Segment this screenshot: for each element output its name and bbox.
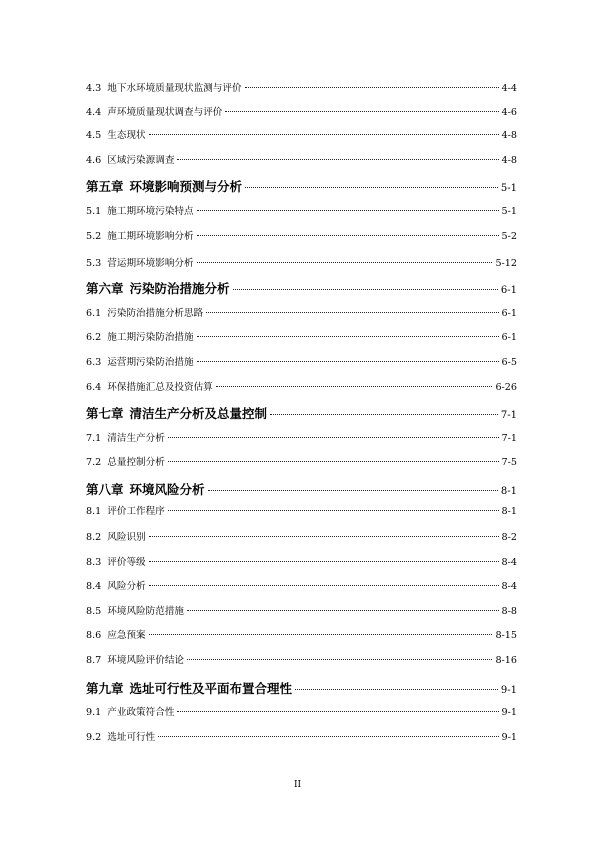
toc-leader-dots — [149, 634, 493, 635]
toc-leader-dots — [158, 736, 498, 737]
toc-entry-page: 8-8 — [501, 606, 517, 617]
toc-entry-page: 5-2 — [501, 231, 517, 242]
toc-section-entry[interactable] — [86, 307, 517, 321]
toc-entry-page: 6-1 — [501, 308, 517, 319]
toc-entry-number: 8.7 — [86, 655, 102, 666]
toc-entry-title: 区域污染源调查 — [107, 155, 175, 166]
toc-section-entry[interactable] — [86, 505, 517, 519]
toc-entry-page: 9-1 — [501, 732, 517, 743]
toc-entry-title: 选址可行性及平面布置合理性 — [129, 681, 293, 696]
toc-section-entry[interactable] — [86, 356, 517, 370]
toc-section-entry[interactable] — [86, 629, 517, 643]
toc-entry-page: 9-1 — [500, 685, 517, 696]
toc-entry-number: 第六章 — [86, 281, 124, 296]
toc-entry-page: 7-1 — [501, 433, 517, 444]
toc-entry-number: 6.4 — [86, 382, 102, 393]
toc-leader-dots — [177, 711, 498, 712]
toc-entry-page: 8-16 — [495, 655, 517, 666]
toc-leader-dots — [197, 336, 499, 337]
toc-leader-dots — [168, 461, 499, 462]
toc-entry-title: 环境影响预测与分析 — [129, 179, 243, 194]
toc-leader-dots — [245, 187, 498, 188]
toc-leader-dots — [208, 490, 498, 491]
toc-entry-title: 运营期污染防治措施 — [107, 357, 194, 368]
toc-entry-page: 8-4 — [501, 581, 517, 592]
toc-leader-dots — [206, 312, 498, 313]
toc-entry-page: 5-1 — [501, 206, 517, 217]
toc-chapter-entry[interactable] — [86, 280, 517, 299]
toc-chapter-entry[interactable] — [86, 481, 517, 500]
toc-leader-dots — [197, 210, 499, 211]
toc-entry-page: 6-1 — [501, 332, 517, 343]
toc-entry-page: 4-8 — [501, 155, 517, 166]
toc-entry-page: 4-4 — [501, 83, 517, 94]
toc-leader-dots — [149, 585, 499, 586]
toc-entry-title: 施工期环境影响分析 — [107, 231, 194, 242]
toc-entry-number: 第九章 — [86, 681, 124, 696]
toc-entry-page: 4-6 — [501, 107, 517, 118]
toc-section-entry[interactable] — [86, 129, 517, 143]
toc-entry-title: 风险识别 — [107, 532, 146, 543]
toc-section-entry[interactable] — [86, 154, 517, 168]
toc-leader-dots — [245, 87, 499, 88]
toc-entry-number: 第五章 — [86, 179, 124, 194]
toc-entry-number: 5.3 — [86, 258, 102, 269]
toc-section-entry[interactable] — [86, 706, 517, 720]
toc-entry-page: 8-2 — [501, 532, 517, 543]
toc-entry-page: 4-8 — [501, 130, 517, 141]
toc-entry-title: 地下水环境质量现状监测与评价 — [107, 83, 242, 94]
toc-entry-number: 8.6 — [86, 630, 102, 641]
toc-entry-title: 环保措施汇总及投资估算 — [107, 382, 213, 393]
toc-chapter-entry[interactable] — [86, 178, 517, 197]
page-number: II — [293, 780, 302, 790]
toc-entry-number: 4.4 — [86, 107, 102, 118]
toc-entry-number: 4.3 — [86, 83, 102, 94]
toc-entry-title: 环境风险分析 — [129, 482, 205, 497]
toc-leader-dots — [225, 111, 498, 112]
toc-section-entry[interactable] — [86, 556, 517, 570]
toc-entry-number: 第七章 — [86, 406, 124, 421]
toc-entry-title: 生态现状 — [107, 130, 146, 141]
toc-entry-title: 评价等级 — [107, 557, 146, 568]
toc-section-entry[interactable] — [86, 580, 517, 594]
toc-entry-page: 6-5 — [501, 357, 517, 368]
toc-entry-number: 5.1 — [86, 206, 102, 217]
toc-entry-page: 8-4 — [501, 557, 517, 568]
toc-leader-dots — [149, 561, 499, 562]
toc-entry-title: 声环境质量现状调查与评价 — [107, 107, 223, 118]
toc-leader-dots — [187, 659, 492, 660]
toc-entry-page: 9-1 — [501, 707, 517, 718]
toc-entry-number: 8.1 — [86, 506, 102, 517]
toc-entry-title: 评价工作程序 — [107, 506, 165, 517]
toc-section-entry[interactable] — [86, 531, 517, 545]
toc-entry-page: 8-15 — [495, 630, 517, 641]
toc-entry-title: 选址可行性 — [107, 732, 156, 743]
toc-entry-title: 清洁生产分析 — [107, 433, 165, 444]
toc-leader-dots — [197, 361, 499, 362]
toc-leader-dots — [197, 262, 493, 263]
toc-entry-page: 8-1 — [500, 486, 517, 497]
toc-section-entry[interactable] — [86, 331, 517, 345]
toc-entry-page: 5-12 — [495, 258, 517, 269]
toc-chapter-entry[interactable] — [86, 405, 517, 424]
toc-entry-page: 7-1 — [500, 410, 517, 421]
toc-entry-title: 应急预案 — [107, 630, 146, 641]
toc-section-entry[interactable] — [86, 82, 517, 96]
toc-entry-title: 施工期污染防治措施 — [107, 332, 194, 343]
toc-section-entry[interactable] — [86, 605, 517, 619]
toc-section-entry[interactable] — [86, 257, 517, 271]
toc-entry-page: 6-26 — [495, 382, 517, 393]
toc-leader-dots — [216, 386, 493, 387]
toc-section-entry[interactable] — [86, 230, 517, 244]
toc-entry-number: 6.2 — [86, 332, 102, 343]
toc-leader-dots — [168, 437, 499, 438]
toc-entry-page: 7-5 — [501, 457, 517, 468]
toc-entry-number: 6.1 — [86, 308, 102, 319]
toc-entry-title: 风险分析 — [107, 581, 146, 592]
toc-section-entry[interactable] — [86, 456, 517, 470]
toc-entry-number: 4.5 — [86, 130, 102, 141]
toc-section-entry[interactable] — [86, 205, 517, 219]
toc-entry-number: 5.2 — [86, 231, 102, 242]
toc-entry-number: 8.5 — [86, 606, 102, 617]
toc-section-entry[interactable] — [86, 106, 517, 120]
toc-section-entry[interactable] — [86, 731, 517, 745]
toc-entry-number: 4.6 — [86, 155, 102, 166]
toc-entry-number: 8.4 — [86, 581, 102, 592]
toc-leader-dots — [149, 134, 499, 135]
toc-entry-title: 清洁生产分析及总量控制 — [129, 406, 268, 421]
toc-entry-number: 8.3 — [86, 557, 102, 568]
toc-entry-page: 5-1 — [500, 183, 517, 194]
toc-entry-title: 污染防治措施分析思路 — [107, 308, 204, 319]
toc-section-entry[interactable] — [86, 654, 517, 668]
toc-entry-number: 9.1 — [86, 707, 102, 718]
toc-leader-dots — [187, 610, 499, 611]
toc-entry-title: 环境风险评价结论 — [107, 655, 185, 666]
toc-leader-dots — [149, 536, 499, 537]
toc-entry-number: 8.2 — [86, 532, 102, 543]
toc-entry-number: 6.3 — [86, 357, 102, 368]
toc-chapter-entry[interactable] — [86, 680, 517, 699]
toc-entry-number: 第八章 — [86, 482, 124, 497]
toc-leader-dots — [177, 159, 498, 160]
toc-leader-dots — [295, 689, 498, 690]
toc-leader-dots — [168, 510, 499, 511]
toc-leader-dots — [270, 414, 498, 415]
toc-section-entry[interactable] — [86, 381, 517, 395]
toc-leader-dots — [233, 289, 498, 290]
toc-entry-page: 8-1 — [501, 506, 517, 517]
toc-leader-dots — [197, 235, 499, 236]
toc-entry-title: 环境风险防范措施 — [107, 606, 185, 617]
toc-entry-number: 7.2 — [86, 457, 102, 468]
toc-entry-title: 施工期环境污染特点 — [107, 206, 194, 217]
toc-entry-title: 产业政策符合性 — [107, 707, 175, 718]
toc-entry-number: 9.2 — [86, 732, 102, 743]
toc-entry-title: 营运期环境影响分析 — [107, 258, 194, 269]
toc-entry-number: 7.1 — [86, 433, 102, 444]
toc-entry-title: 总量控制分析 — [107, 457, 165, 468]
toc-entry-page: 6-1 — [500, 285, 517, 296]
toc-entry-title: 污染防治措施分析 — [129, 281, 230, 296]
toc-section-entry[interactable] — [86, 432, 517, 446]
